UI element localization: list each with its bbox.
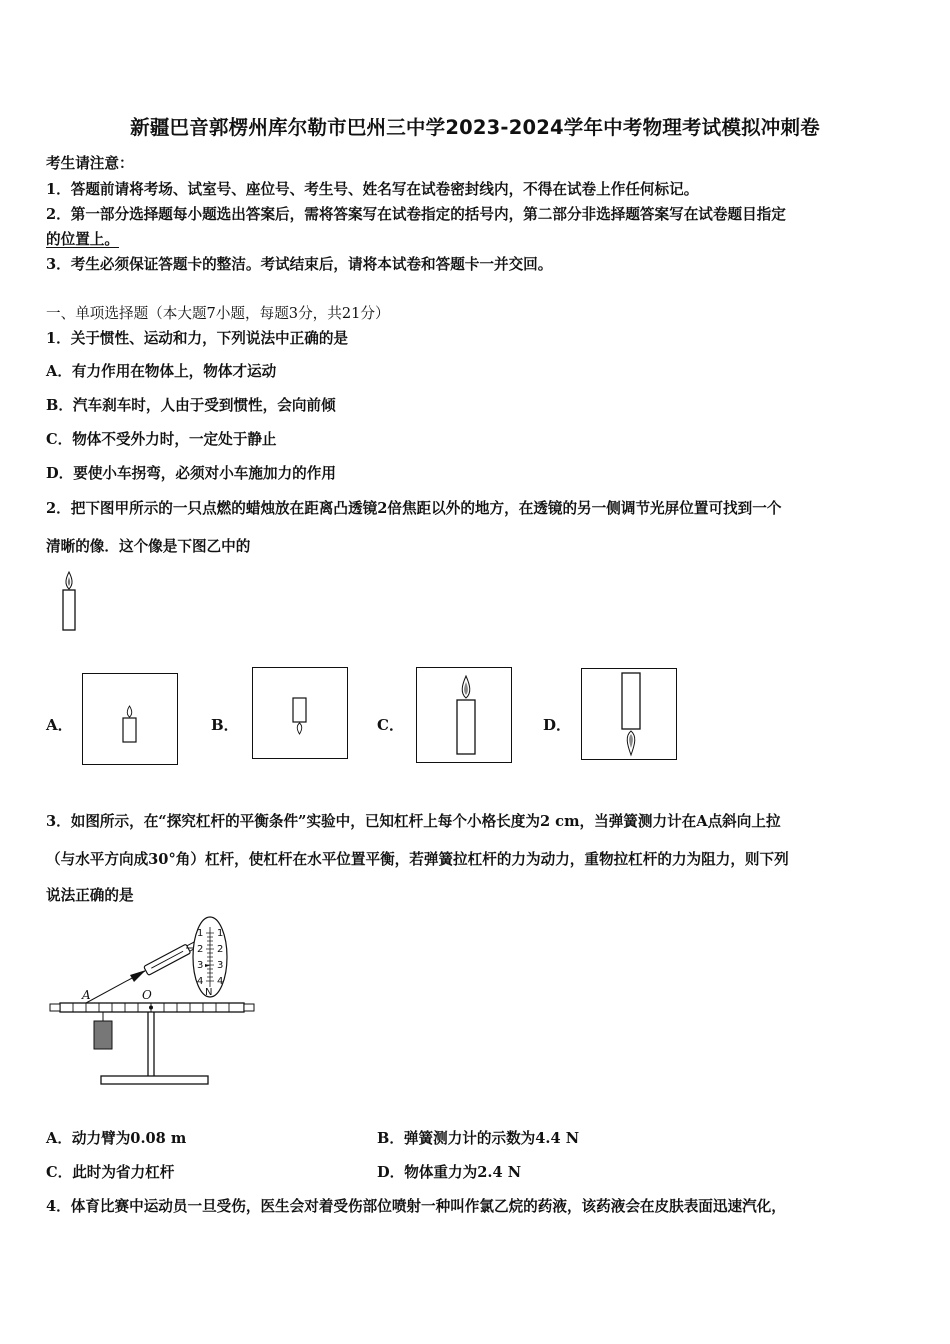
q2-stem-line2: 清晰的像．这个像是下图乙中的 [46,538,251,555]
scale-right-3: 3 [217,960,224,971]
stand-base [101,1076,208,1084]
spring-scale [144,940,198,975]
q3-stem-line2: （与水平方向成30°角）杠杆，使杠杆在水平位置平衡，若弹簧拉杠杆的力为动力，重物拉杠杆的力为阻力，则下列 [46,851,789,868]
hanging-weight [94,1021,112,1049]
notice-item-1: 1．答题前请将考场、试室号、座位号、考生号、姓名写在试卷密封线内，不得在试卷上作任何标记。 [46,181,699,198]
notice-item-2-cont: 的位置上。 [46,231,119,248]
exam-title: 新疆巴音郭楞州库尔勒市巴州三中学2023-2024学年中考物理考试模拟冲刺卷 [130,116,820,139]
large-upright-candle-image [453,674,479,758]
scale-left-1: 1 [197,928,204,939]
small-upright-candle-image [119,704,143,748]
pivot-o-label: O [142,988,152,1002]
q2-stem-line1: 2．把下图甲所示的一只点燃的蜡烛放在距离凸透镜2倍焦距以外的地方，在透镜的另一侧调节光屏位置可找到一个 [46,500,782,517]
q2-option-b-box [252,667,348,759]
q1-option-d: D．要使小车拐弯，必须对小车施加力的作用 [46,465,336,482]
scale-left-3: 3 [197,960,204,971]
q3-stem-line3: 说法正确的是 [46,887,134,904]
scale-right-1: 1 [217,928,224,939]
lever-figure [46,915,256,1090]
point-a-label: A [82,988,91,1002]
scale-right-2: 2 [217,944,224,955]
q2-option-a-label: A． [46,716,73,734]
q2-option-c-box [416,667,512,763]
q3-stem-line1: 3．如图所示，在“探究杠杆的平衡条件”实验中，已知杠杆上每个小格长度为2 cm，当弹簧测力计在A点斜向上拉 [46,813,781,830]
q3-option-d: D．物体重力为2.4 N [377,1164,522,1181]
q1-option-a: A．有力作用在物体上，物体才运动 [46,363,277,380]
q1-option-c: C．物体不受外力时，一定处于静止 [46,431,277,448]
section-heading: 一、单项选择题（本大题7小题，每题3分，共21分） [46,305,390,322]
q1-stem: 1．关于惯性、运动和力，下列说法中正确的是 [46,330,349,347]
notice-heading: 考生请注意： [46,155,134,172]
large-inverted-candle-image [618,671,644,757]
q2-option-b-label: B． [211,716,239,734]
q3-option-a: A．动力臂为0.08 m [46,1130,187,1147]
q2-option-a-box [82,673,178,765]
scale-unit-label: N [205,987,213,998]
q2-option-d-label: D． [543,716,572,734]
candle-figure [58,570,82,632]
small-inverted-candle-image [289,696,313,736]
scale-left-4: 4 [197,976,204,987]
q2-option-c-label: C． [377,716,404,734]
q2-option-d-box [581,668,677,760]
q3-option-b: B．弹簧测力计的示数为4.4 N [377,1130,580,1147]
q1-option-b: B．汽车刹车时，人由于受到惯性，会向前倾 [46,397,336,414]
notice-item-3: 3．考生必须保证答题卡的整洁。考试结束后，请将本试卷和答题卡一并交回。 [46,256,553,273]
q4-stem-line1: 4．体育比赛中运动员一旦受伤，医生会对着受伤部位喷射一种叫作氯乙烷的药液，该药液会在皮肤表面迅速汽化， [46,1198,786,1215]
q3-option-c: C．此时为省力杠杆 [46,1164,175,1181]
scale-right-4: 4 [217,976,224,987]
notice-item-2: 2．第一部分选择题每小题选出答案后，需将答案写在试卷指定的括号内，第二部分非选择题答案写在试卷题目指定 [46,206,786,223]
scale-left-2: 2 [197,944,204,955]
